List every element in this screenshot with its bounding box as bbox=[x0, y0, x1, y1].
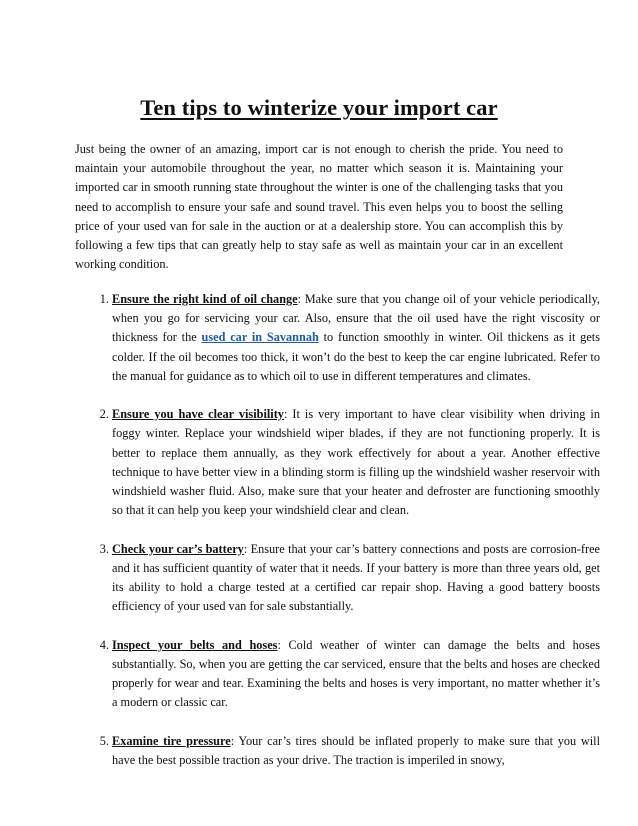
tip-text: : Ensure that your car’s battery connections and posts are corrosion-free and it has sufficient quantity of water that it needs. If your battery is more than three years old, get its ability to hold a charge tested at a certified car repair shop. Having a good battery boosts efficiency of your used van for sale substantially. bbox=[112, 541, 600, 614]
intro-paragraph: Just being the owner of an amazing, import car is not enough to cherish the pride. You need to maintain your automobile throughout the year, no matter which season it is. Maintaining your imported car in smooth running state throughout the winter is one of the challenging tasks that you need to accomplish to ensure your safe and sound travel. This even helps you to boost the selling price of your used van for sale in the auction or at a dealership store. You can accomplish this by following a few tips that can greatly help to stay safe as well as maintain your car in an excellent working condition. bbox=[75, 142, 563, 272]
tip-heading: Ensure the right kind of oil change bbox=[112, 292, 298, 306]
list-item bbox=[112, 732, 600, 770]
tip-text: : Make sure that you change oil of your vehicle periodically, when you go for servicing your car. Also, ensure that the oil used have the right viscosity or thickness for the bbox=[112, 292, 601, 345]
tip-heading: Check your car’s battery bbox=[112, 541, 244, 556]
tips-list bbox=[75, 290, 600, 789]
tip-heading: Ensure you have clear visibility bbox=[112, 407, 284, 422]
tip-text: : Your car’s tires should be inflated properly to make sure that you will have the best possible traction as your drive. The traction is imperiled in snowy, bbox=[112, 733, 600, 767]
list-item bbox=[112, 636, 600, 713]
page-title: Ten tips to winterize your import car bbox=[140, 95, 498, 120]
tip-text: : Cold weather of winter can damage the belts and hoses substantially. So, when you are getting the car serviced, ensure that the belts and hoses are checked properly for wear and tear. Examining the belts and hoses is very important, no matter whether it’s a modern or classic car. bbox=[112, 637, 600, 710]
tip-text: to function smoothly in winter. Oil thickens as it gets colder. If the oil becomes too thick, it won’t do the best to keep the car engine lubricated. Refer to the manual for guidance as to which oil to use in different temperatures and climates. bbox=[112, 330, 600, 383]
tip-heading: Inspect your belts and hoses bbox=[112, 637, 278, 652]
used-car-link[interactable]: used car in Savannah bbox=[201, 330, 319, 345]
tip-heading: Examine tire pressure bbox=[112, 733, 231, 748]
list-item bbox=[112, 405, 600, 520]
tip-text: : It is very important to have clear visibility when driving in foggy winter. Replace your windshield wiper blades, if they are not functioning properly. It is better to replace them annually, as they work effectively for about a year. Another effective technique to have better view in a blinding storm is filling up the windshield washer reservoir with windshield washer fluid. Also, make sure that your heater and defroster are functioning smoothly so that it can help you keep your windshield clear and clean. bbox=[112, 407, 600, 518]
list-item bbox=[112, 540, 600, 617]
list-item bbox=[112, 290, 600, 386]
